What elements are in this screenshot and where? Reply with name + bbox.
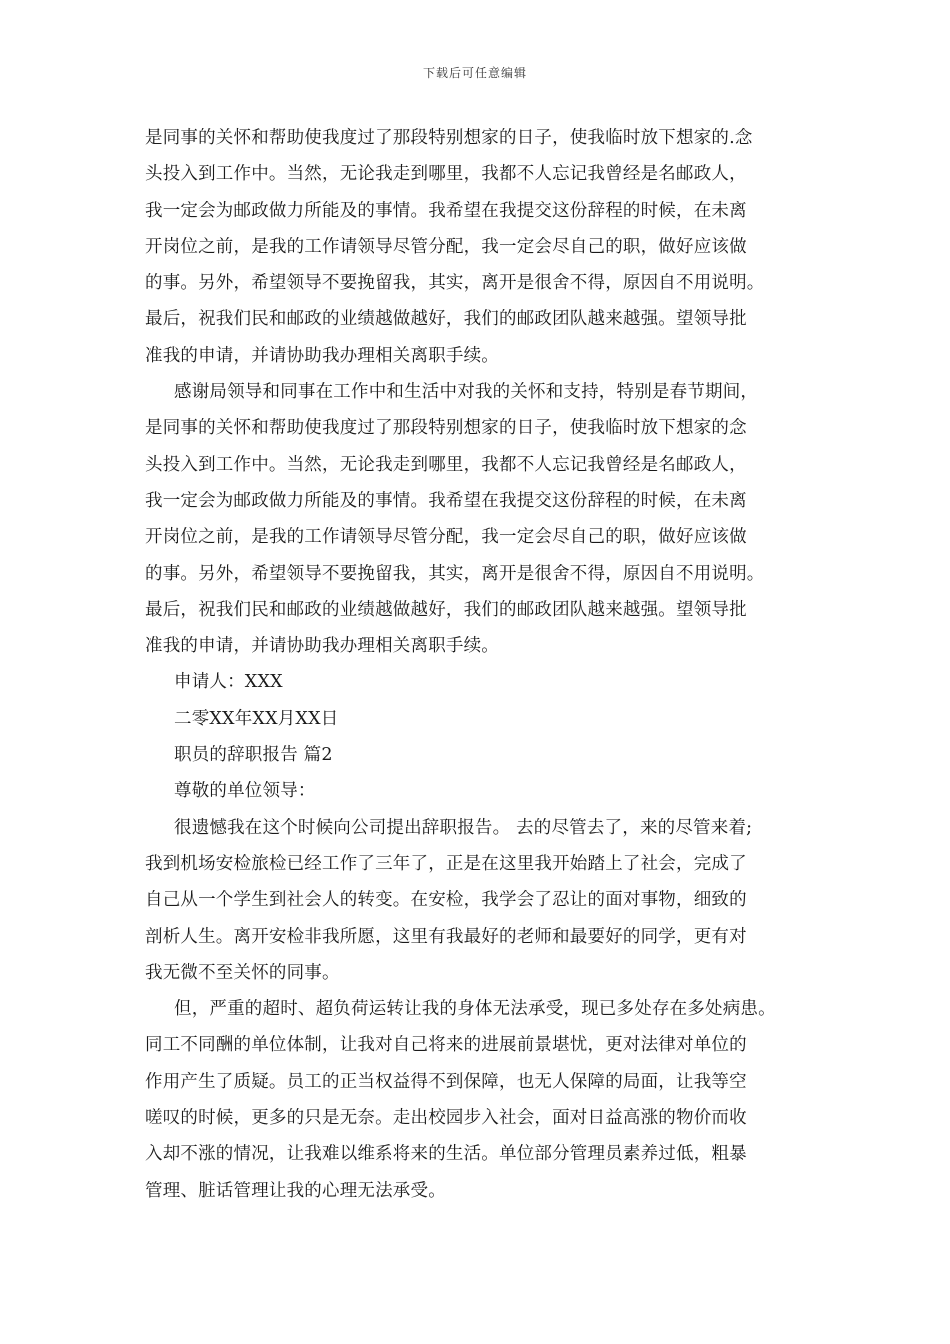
text-line: 头投入到工作中。当然，无论我走到哪里，我都不人忘记我曾经是名邮政人， <box>145 454 747 475</box>
text-line: 但，严重的超时、超负荷运转让我的身体无法承受，现已多处存在多处病患。 <box>174 999 776 1020</box>
text-line: 开岗位之前，是我的工作请领导尽管分配，我一定会尽自己的职，做好应该做 <box>145 236 747 257</box>
text-line: 尊敬的单位领导： <box>174 781 316 802</box>
text-line: 最后，祝我们民和邮政的业绩越做越好，我们的邮政团队越来越强。望领导批 <box>145 599 747 620</box>
text-line: 职员的辞职报告 篇2 <box>174 745 333 766</box>
text-line: 我无微不至关怀的同事。 <box>145 962 340 983</box>
text-line: 头投入到工作中。当然，无论我走到哪里，我都不人忘记我曾经是名邮政人， <box>145 164 747 185</box>
text-line: 的事。另外，希望领导不要挽留我，其实，离开是很舍不得，原因自不用说明。 <box>145 563 765 584</box>
text-line: 管理、脏话管理让我的心理无法承受。 <box>145 1180 446 1201</box>
text-line: 入却不涨的情况，让我难以维系将来的生活。单位部分管理员素养过低，粗暴 <box>145 1144 747 1165</box>
text-line: 作用产生了质疑。员工的正当权益得不到保障，也无人保障的局面，让我等空 <box>145 1071 747 1092</box>
text-line: 剖析人生。离开安检非我所愿，这里有我最好的老师和最要好的同学，更有对 <box>145 926 747 947</box>
text-line: 是同事的关怀和帮助使我度过了那段特别想家的日子，使我临时放下想家的念 <box>145 418 747 439</box>
text-line: 感谢局领导和同事在工作中和生活中对我的关怀和支持，特别是春节期间， <box>174 382 759 403</box>
text-line: 二零XX年XX月XX日 <box>174 708 339 729</box>
text-line: 是同事的关怀和帮助使我度过了那段特别想家的日子，使我临时放下想家的.念 <box>145 128 753 148</box>
text-line: 我到机场安检旅检已经工作了三年了，正是在这里我开始踏上了社会，完成了 <box>145 853 747 874</box>
text-line: 最后，祝我们民和邮政的业绩越做越好，我们的邮政团队越来越强。望领导批 <box>145 309 747 330</box>
text-line: 我一定会为邮政做力所能及的事情。我希望在我提交这份辞程的时候，在未离 <box>145 490 747 511</box>
text-line: 我一定会为邮政做力所能及的事情。我希望在我提交这份辞程的时候，在未离 <box>145 200 747 221</box>
text-line: 准我的申请，并请协助我办理相关离职手续。 <box>145 345 499 366</box>
document-body <box>145 120 825 1209</box>
text-line: 开岗位之前，是我的工作请领导尽管分配，我一定会尽自己的职，做好应该做 <box>145 527 747 548</box>
text-line: 同工不同酬的单位体制，让我对自己将来的进展前景堪忧，更对法律对单位的 <box>145 1035 747 1056</box>
text-line: 申请人：XXX <box>174 672 283 693</box>
text-line: 的事。另外，希望领导不要挽留我，其实，离开是很舍不得，原因自不用说明。 <box>145 273 765 294</box>
text-line: 很遗憾我在这个时候向公司提出辞职报告。 去的尽管去了，来的尽管来着; <box>174 817 753 838</box>
text-line: 自己从一个学生到社会人的转变。在安检，我学会了忍让的面对事物，细致的 <box>145 890 747 911</box>
text-line: 嗟叹的时候，更多的只是无奈。走出校园步入社会，面对日益高涨的物价而收 <box>145 1108 747 1129</box>
text-line: 准我的申请，并请协助我办理相关离职手续。 <box>145 636 499 657</box>
page-header: 下载后可任意编辑 <box>422 66 527 80</box>
